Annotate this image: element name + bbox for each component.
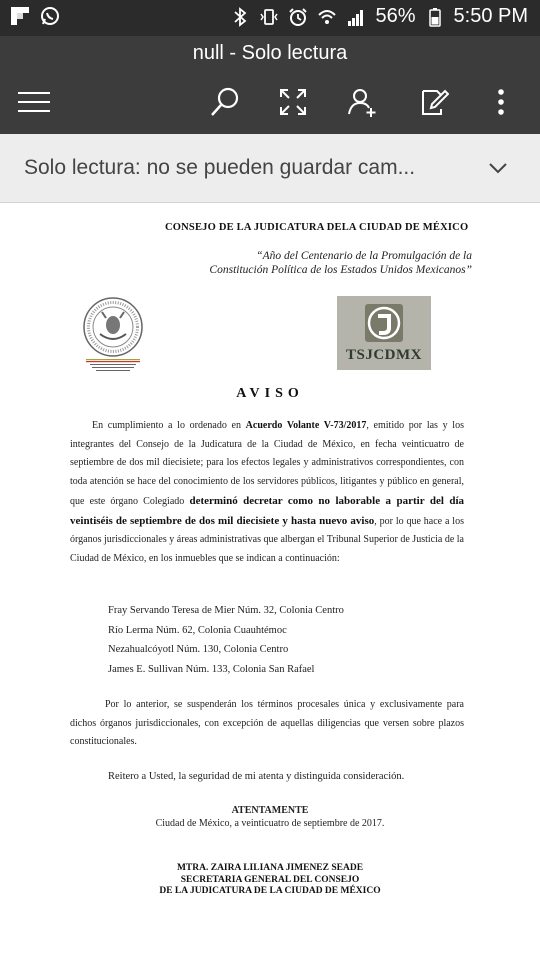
- whatsapp-icon: [40, 6, 60, 26]
- signer-institution: DE LA JUDICATURA DE LA CIUDAD DE MÉXICO: [159, 886, 381, 896]
- read-only-notice[interactable]: [0, 134, 540, 203]
- signature-block: [0, 863, 540, 898]
- battery-percent: 56%: [375, 5, 416, 27]
- wifi-icon: [317, 7, 337, 27]
- signal-icon: [346, 7, 366, 27]
- status-bar: [0, 0, 540, 36]
- year-motto-line1: “Año del Centenario de la Promulgación de la: [256, 250, 472, 262]
- document-title: null - Solo lectura: [192, 42, 348, 64]
- expand-icon: [279, 88, 307, 116]
- closing-place-date: Ciudad de México, a veinticuatro de septiembre de 2017.: [155, 818, 385, 829]
- paragraph-1: [70, 417, 464, 569]
- address-item: Nezahualcóyotl Núm. 130, Colonia Centro: [108, 644, 289, 655]
- signer-title: SECRETARIA GENERAL DEL CONSEJO: [180, 874, 360, 885]
- menu-button[interactable]: [14, 82, 54, 122]
- year-motto: [209, 249, 472, 277]
- app-bar: [0, 36, 540, 134]
- edit-button[interactable]: [414, 82, 454, 122]
- address-item: Fray Servando Teresa de Mier Núm. 32, Colonia Centro: [108, 605, 344, 616]
- read-only-notice-text: Solo lectura: no se pueden guardar cam...: [24, 156, 416, 179]
- add-person-icon: [347, 86, 379, 118]
- p1-intro: En cumplimiento a lo ordenado en: [92, 420, 246, 431]
- paragraph-3: Reitero a Usted, la seguridad de mi atenta y distinguida consideración.: [108, 771, 405, 782]
- share-button[interactable]: [343, 82, 383, 122]
- p1-end: , por lo que hace a los órganos jurisdiccionales y áreas administrativas que albergan el Tribunal Superior de Justicia de la Ciudad de México, en los inmuebles que se indican a continuación:: [70, 515, 464, 564]
- search-button[interactable]: [205, 82, 245, 122]
- paragraph-2: [70, 696, 464, 752]
- judicature-seal-logo: [80, 296, 146, 374]
- year-motto-line2: Constitución Política de los Estados Unidos Mexicanos”: [209, 264, 472, 276]
- notice-title: AVISO: [236, 386, 304, 401]
- p1-body: , emitido por las y los integrantes del Consejo de la Judicatura de la Ciudad de México, en fecha veinticuatro de septiembre de dos mil diecisiete; para los efectos legales y administrativos correspondientes, con toda atención se hace del conocimiento de los servidores públicos, litigantes y público en general, que este órgano Colegiado: [70, 420, 464, 507]
- search-icon: [209, 86, 241, 118]
- fullscreen-button[interactable]: [273, 82, 313, 122]
- battery-icon: [425, 7, 445, 27]
- tsjcdmx-emblem: [365, 304, 403, 342]
- closing-label: ATENTAMENTE: [231, 805, 309, 816]
- agreement-ref: Acuerdo Volante V-73/2017: [245, 420, 367, 431]
- clock: 5:50 PM: [453, 5, 528, 27]
- address-item: Río Lerma Núm. 62, Colonia Cuauhtémoc: [108, 624, 287, 636]
- more-options-button[interactable]: [481, 82, 521, 122]
- flipboard-icon: [10, 6, 30, 26]
- hamburger-icon: [18, 91, 50, 113]
- document-page: [0, 203, 540, 960]
- more-vertical-icon: [497, 88, 505, 116]
- signer-name: MTRA. ZAIRA LILIANA JIMENEZ SEADE: [176, 863, 364, 873]
- edit-document-icon: [419, 87, 449, 117]
- vibrate-icon: [259, 7, 279, 27]
- bluetooth-icon: [230, 7, 250, 27]
- p1-decision: determinó decretar como no laborable a partir del día veintiséis de septiembre de dos mil diecisiete y hasta nuevo aviso: [70, 494, 464, 527]
- address-item: James E. Sullivan Núm. 133, Colonia San Rafael: [108, 663, 315, 675]
- tsjcdmx-logo: [337, 296, 431, 370]
- closing-block: [0, 804, 540, 830]
- chevron-down-icon[interactable]: [486, 156, 510, 180]
- tsjcdmx-label: TSJCDMX: [345, 347, 422, 363]
- address-list: [108, 601, 344, 679]
- alarm-icon: [288, 7, 308, 27]
- council-header: CONSEJO DE LA JUDICATURA DELA CIUDAD DE MÉXICO: [165, 222, 469, 233]
- p2-text: Por lo anterior, se suspenderán los términos procesales única y exclusivamente para dichos órganos jurisdiccionales, con excepción de aquellas diligencias que versen sobre plazos constitucionales.: [70, 699, 464, 748]
